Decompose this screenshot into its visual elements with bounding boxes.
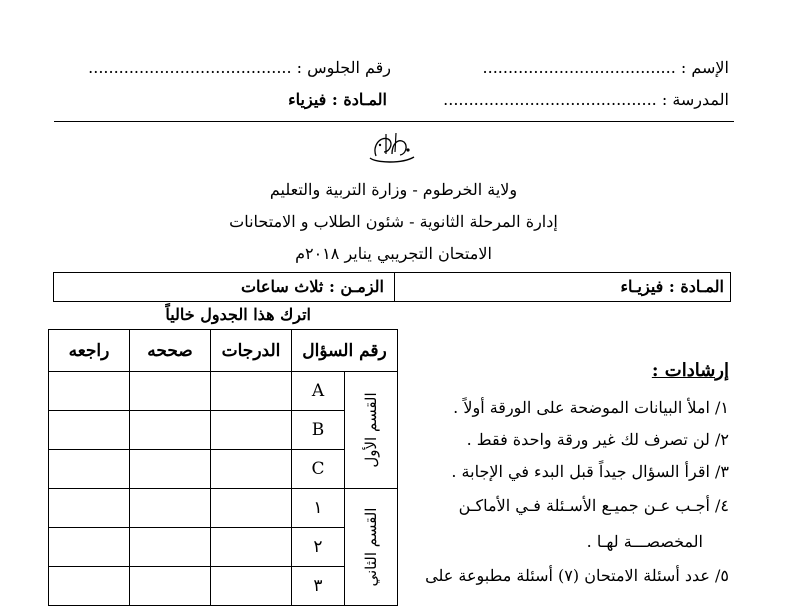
corrected-cell[interactable]: [130, 372, 211, 411]
reviewed-cell[interactable]: [49, 450, 130, 489]
subject-box-divider: [394, 273, 395, 301]
reviewed-cell[interactable]: [49, 372, 130, 411]
reviewed-cell[interactable]: [49, 489, 130, 528]
instruction-item: ٤/ أجـب عـن جميـع الأسـئلة فـي الأماكـن: [458, 496, 729, 515]
marks-cell[interactable]: [211, 528, 292, 567]
corrected-cell[interactable]: [130, 528, 211, 567]
arabic-calligraphy-emblem-icon: [362, 130, 422, 166]
instruction-item: ٥/ عدد أسئلة الامتحان (٧) أسئلة مطبوعة على: [425, 566, 729, 585]
corrected-cell[interactable]: [130, 567, 211, 606]
name-dots: ......................................: [482, 58, 676, 77]
marks-cell[interactable]: [211, 411, 292, 450]
header-subject: المـادة : فيزياء: [288, 90, 387, 109]
seat-label: رقم الجلوس :: [296, 58, 391, 77]
header-marks: الدرجات: [211, 330, 292, 372]
instruction-item: ٢/ لن تصرف لك غير ورقة واحدة فقط .: [466, 430, 729, 449]
corrected-cell[interactable]: [130, 450, 211, 489]
table-row: [49, 489, 398, 528]
question-cell: ١: [292, 489, 345, 528]
subject-label: المـادة : فيزيـاء: [620, 277, 724, 296]
seat-number-field[interactable]: [88, 58, 391, 77]
header-divider: [54, 121, 734, 122]
seat-dots: ........................................: [88, 58, 292, 77]
marks-cell[interactable]: [211, 372, 292, 411]
time-label: الزمـن : ثلاث ساعات: [240, 277, 384, 296]
marks-cell[interactable]: [211, 450, 292, 489]
ministry-line-1: ولاية الخرطوم - وزارة التربية والتعليم: [269, 180, 518, 199]
instruction-item: ١/ املأ البيانات الموضحة على الورقة أولاً .: [453, 398, 729, 417]
grade-table-header-row: [49, 330, 398, 372]
section-1-label: القسم الأول: [362, 392, 380, 468]
corrected-cell[interactable]: [130, 411, 211, 450]
instruction-item: ٣/ اقرأ السؤال جيداً قبل البدء في الإجابة .: [451, 462, 729, 481]
section-1-cell: [345, 372, 398, 489]
instructions-title: إرشادات :: [651, 360, 729, 381]
table-row: [49, 372, 398, 411]
header-reviewed-by: راجعه: [49, 330, 130, 372]
instruction-item: المخصصـــة لهـا .: [586, 532, 703, 551]
ministry-line-2: إدارة المرحلة الثانوية - شئون الطلاب و الامتحانات: [229, 212, 558, 231]
corrected-cell[interactable]: [130, 489, 211, 528]
question-cell: B: [292, 411, 345, 450]
marks-cell[interactable]: [211, 489, 292, 528]
grade-table: [48, 329, 398, 606]
school-label: المدرسة :: [661, 90, 729, 109]
name-field[interactable]: [483, 58, 729, 77]
marks-cell[interactable]: [211, 567, 292, 606]
name-label: الإسم :: [680, 58, 729, 77]
school-field[interactable]: [443, 90, 729, 109]
header-question-number: رقم السؤال: [292, 330, 398, 372]
question-cell: ٢: [292, 528, 345, 567]
question-cell: C: [292, 450, 345, 489]
grade-table-caption: اترك هذا الجدول خالياً: [165, 305, 311, 324]
section-2-cell: [345, 489, 398, 606]
reviewed-cell[interactable]: [49, 567, 130, 606]
section-2-label: القسم الثاني: [362, 507, 380, 587]
question-cell: A: [292, 372, 345, 411]
header-corrected-by: صححه: [130, 330, 211, 372]
reviewed-cell[interactable]: [49, 411, 130, 450]
subject-time-box: [53, 272, 731, 302]
school-dots: ..........................................: [443, 90, 657, 109]
reviewed-cell[interactable]: [49, 528, 130, 567]
exam-title: الامتحان التجريبي يناير ٢٠١٨م: [295, 244, 492, 263]
question-cell: ٣: [292, 567, 345, 606]
